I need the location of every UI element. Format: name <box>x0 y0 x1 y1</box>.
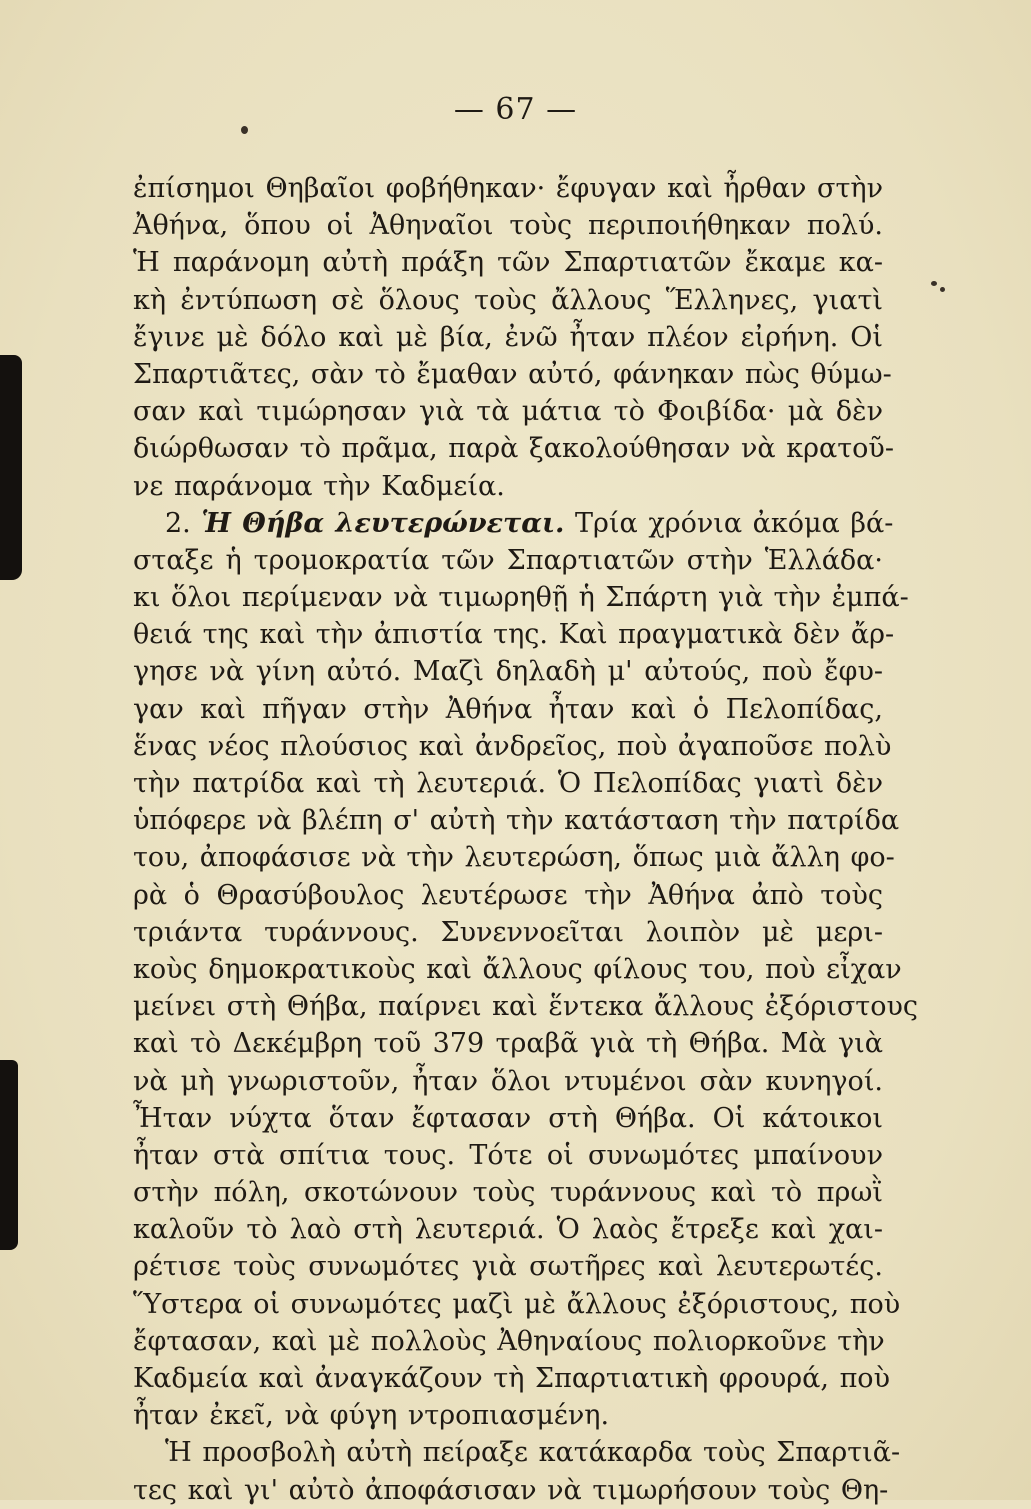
binding-shadow-bottom <box>0 1060 18 1250</box>
text-line: ἕνας νέος πλούσιος καὶ ἀνδρεῖος, ποὺ ἀγαποῦσε πολὺ <box>133 730 892 762</box>
text-line: καλοῦν τὸ λαὸ στὴ λευτεριά. Ὁ λαὸς ἔτρεξε καὶ χαι- <box>133 1214 883 1246</box>
text-line: τες καὶ γι' αὐτὸ ἀποφάσισαν νὰ τιμωρήσουν τοὺς Θη- <box>133 1474 889 1506</box>
text-line: ρὰ ὁ Θρασύβουλος λευτέρωσε τὴν Ἀθήνα ἀπὸ τοὺς <box>133 879 883 911</box>
text-line: ἔγινε μὲ δόλο καὶ μὲ βία, ἐνῶ ἦταν πλέον εἰρήνη. Οἱ <box>133 321 883 353</box>
text-line: του, ἀποφάσισε νὰ τὴν λευτερώση, ὅπως μιὰ ἄλλη φο- <box>133 842 895 874</box>
text-line: τριάντα τυράννους. Συνεννοεῖται λοιπὸν μὲ μερι- <box>133 916 883 948</box>
text-line: τὴν πατρίδα καὶ τὴ λευτεριά. Ὁ Πελοπίδας γιατὶ δὲν <box>133 768 883 799</box>
text-line: ἐπίσημοι Θηβαῖοι φοβήθηκαν· ἔφυγαν καὶ ἦρθαν στὴν <box>133 173 883 204</box>
page-number: — 67 — <box>453 92 578 127</box>
text-line: ἦταν στὰ σπίτια τους. Τότε οἱ συνωμότες μπαίνουν <box>133 1139 883 1171</box>
text-line: στὴν πόλη, σκοτώνουν τοὺς τυράννους καὶ τὸ πρωῒ <box>133 1177 883 1209</box>
text-line: νὰ μὴ γνωριστοῦν, ἦταν ὅλοι ντυμένοι σὰν κυνηγοί. <box>133 1065 883 1097</box>
text-line: ἔφτασαν, καὶ μὲ πολλοὺς Ἀθηναίους πολιορκοῦνε τὴν <box>133 1325 885 1357</box>
text-line: Ἡ προσβολὴ αὐτὴ πείραξε κατάκαρδα τοὺς Σπαρτιᾶ- <box>165 1437 901 1469</box>
text-line: Καδμεία καὶ ἀναγκάζουν τὴ Σπαρτιατικὴ φρουρά, ποὺ <box>133 1363 890 1394</box>
text-line: ἦταν ἐκεῖ, νὰ φύγη ντροπιασμένη. <box>133 1400 610 1432</box>
ink-speck <box>931 281 937 286</box>
text-line: ὑπόφερε νὰ βλέπη σ' αὐτὴ τὴν κατάσταση τὴν πατρίδα <box>133 805 900 837</box>
text-line: Ἀθήνα, ὅπου οἱ Ἀθηναῖοι τοὺς περιποιήθηκαν πολύ. <box>133 210 883 242</box>
section-heading: Ἡ Θήβα λευτερώνεται. <box>201 507 565 539</box>
text-line: νε παράνομα τὴν Καδμεία. <box>133 470 505 502</box>
text-line: Σπαρτιᾶτες, σὰν τὸ ἔμαθαν αὐτό, φάνηκαν πὼς θύμω- <box>133 358 892 390</box>
text-line: κοὺς δημοκρατικοὺς καὶ ἄλλους φίλους του, ποὺ εἶχαν <box>133 953 902 985</box>
text-line: Ἦταν νύχτα ὅταν ἔφτασαν στὴ Θήβα. Οἱ κάτοικοι <box>133 1102 883 1134</box>
text-line: διώρθωσαν τὸ πρᾶμα, παρὰ ξακολούθησαν νὰ κρατοῦ- <box>133 433 894 465</box>
text-line: γησε νὰ γίνη αὐτό. Μαζὶ δηλαδὴ μ' αὐτούς, ποὺ ἔφυ- <box>133 656 883 688</box>
text-line: καὶ τὸ Δεκέμβρη τοῦ 379 τραβᾶ γιὰ τὴ Θήβα. Μὰ γιὰ <box>133 1028 883 1060</box>
text-line: σταξε ἡ τρομοκρατία τῶν Σπαρτιατῶν στὴν Ἑλλάδα· <box>133 544 883 576</box>
body-text <box>133 170 919 1509</box>
text-line: Ὕστερα οἱ συνωμότες μαζὶ μὲ ἄλλους ἐξόριστους, ποὺ <box>133 1288 901 1320</box>
text-line: γαν καὶ πῆγαν στὴν Ἀθήνα ἦταν καὶ ὁ Πελοπίδας, <box>133 693 883 725</box>
ink-speck <box>241 126 248 134</box>
ink-speck <box>940 287 945 292</box>
text-line: μείνει στὴ Θήβα, παίρνει καὶ ἕντεκα ἄλλους ἐξόριστους <box>133 991 919 1023</box>
section-first-text: Τρία χρόνια ἀκόμα βά- <box>575 507 894 539</box>
text-line: κι ὅλοι περίμεναν νὰ τιμωρηθῇ ἡ Σπάρτη γιὰ τὴν ἐμπά- <box>133 582 909 614</box>
text-line: Ἡ παράνομη αὐτὴ πράξη τῶν Σπαρτιατῶν ἔκαμε κα- <box>133 247 883 279</box>
text-line: ρέτισε τοὺς συνωμότες γιὰ σωτῆρες καὶ λευτερωτές. <box>133 1251 883 1283</box>
section-heading-line <box>133 505 894 542</box>
text-line: κὴ ἐντύπωση σὲ ὅλους τοὺς ἄλλους Ἕλληνες, γιατὶ <box>133 284 883 316</box>
text-line: θειά της καὶ τὴν ἀπιστία της. Καὶ πραγματικὰ δὲν ἄρ- <box>133 619 895 651</box>
text-line: σαν καὶ τιμώρησαν γιὰ τὰ μάτια τὸ Φοιβίδα· μὰ δὲν <box>133 396 883 428</box>
binding-shadow-top <box>0 355 22 580</box>
section-number: 2. <box>165 507 191 539</box>
